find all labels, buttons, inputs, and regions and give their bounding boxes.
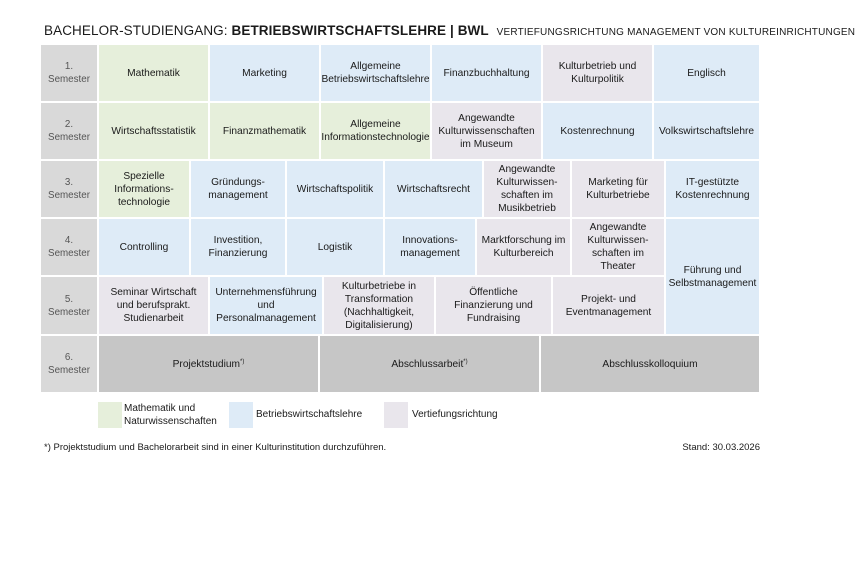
module-oeffentliche-finanzierung: Öffentliche Finanzierung und Fundraising: [435, 276, 552, 335]
footnote-mark-2: *): [463, 358, 468, 365]
module-innovationsmanagement: Innovations-management: [384, 218, 476, 276]
module-allgemeine-bwl: Allgemeine Betriebswirtschaftslehre: [320, 44, 431, 102]
module-marketing: Marketing: [209, 44, 320, 102]
module-marktforschung-kulturbereich: Marktforschung im Kulturbereich: [476, 218, 571, 276]
semester-label-6: 6. Semester: [40, 335, 98, 393]
module-kulturbetrieb-kulturpolitik: Kulturbetrieb und Kulturpolitik: [542, 44, 653, 102]
curriculum-grid: [40, 44, 760, 393]
module-seminar-studienarbeit: Seminar Wirtschaft und berufsprakt. Studienarbeit: [98, 276, 209, 335]
legend-label-bwl: Betriebswirtschaftslehre: [256, 409, 363, 420]
module-mathematik: Mathematik: [98, 44, 209, 102]
semester-label-5: 5. Semester: [40, 276, 98, 335]
module-kostenrechnung: Kostenrechnung: [542, 102, 653, 160]
legend-swatch-math: [98, 402, 122, 428]
semester-label-1: 1. Semester: [40, 44, 98, 102]
module-fuehrung-selbstmanagement: Führung und Selbstmanagement: [665, 218, 760, 335]
semester-label-2: 2. Semester: [40, 102, 98, 160]
legend-swatch-vertiefung: [384, 402, 408, 428]
module-finanzbuchhaltung: Finanzbuchhaltung: [431, 44, 542, 102]
footnote-mark-1: *): [240, 358, 245, 365]
module-allgemeine-it: Allgemeine Informationstechnologie: [320, 102, 431, 160]
abschlussarbeit-label: Abschlussarbeit: [391, 358, 464, 370]
module-marketing-kulturbetriebe: Marketing für Kulturbetriebe: [571, 160, 665, 218]
title-prefix: BACHELOR-STUDIENGANG:: [44, 23, 232, 38]
module-wirtschaftsrecht: Wirtschaftsrecht: [384, 160, 483, 218]
stand-date: Stand: 30.03.2026: [682, 442, 760, 453]
module-investition-finanzierung: Investition, Finanzierung: [190, 218, 286, 276]
module-projekt-eventmanagement: Projekt- und Eventmanagement: [552, 276, 665, 335]
module-englisch: Englisch: [653, 44, 760, 102]
module-finanzmathematik: Finanzmathematik: [209, 102, 320, 160]
module-volkswirtschaftslehre: Volkswirtschaftslehre: [653, 102, 760, 160]
module-controlling: Controlling: [98, 218, 190, 276]
semester-label-4: 4. Semester: [40, 218, 98, 276]
module-kulturwissenschaften-museum: Angewandte Kulturwissenschaften im Museum: [431, 102, 542, 160]
module-projektstudium: [98, 335, 319, 393]
module-wirtschaftspolitik: Wirtschaftspolitik: [286, 160, 384, 218]
module-kulturbetriebe-transformation: Kulturbetriebe in Transformation (Nachhaltigkeit, Digitalisierung): [323, 276, 435, 335]
legend-label-math: Mathematik und Naturwissenschaften: [124, 403, 217, 427]
module-logistik: Logistik: [286, 218, 384, 276]
semester-label-3: 3. Semester: [40, 160, 98, 218]
module-spezielle-it: Spezielle Informations-technologie: [98, 160, 190, 218]
module-gruendungsmanagement: Gründungs-management: [190, 160, 286, 218]
footnote: *) Projektstudium und Bachelorarbeit sind in einer Kulturinstitution durchzuführen.: [44, 442, 387, 453]
module-wirtschaftsstatistik: Wirtschaftsstatistik: [98, 102, 209, 160]
specialization-label: VERTIEFUNGSRICHTUNG MANAGEMENT VON KULTUREINRICHTUNGEN: [496, 27, 855, 38]
module-it-kostenrechnung: IT-gestützte Kostenrechnung: [665, 160, 760, 218]
module-kulturwissenschaften-theater: Angewandte Kulturwissen-schaften im Theater: [571, 218, 665, 276]
projektstudium-label: Projektstudium: [172, 358, 241, 370]
module-kulturwissenschaften-musikbetrieb: Angewandte Kulturwissen-schaften im Musikbetrieb: [483, 160, 571, 218]
legend-swatch-bwl: [229, 402, 253, 428]
page-title: [44, 23, 855, 38]
module-unternehmensfuehrung: Unternehmensführung und Personalmanagement: [209, 276, 323, 335]
legend-label-vertiefung: Vertiefungsrichtung: [412, 409, 498, 420]
module-abschlussarbeit: [319, 335, 540, 393]
module-abschlusskolloquium: Abschlusskolloquium: [540, 335, 760, 393]
program-name: BETRIEBSWIRTSCHAFTSLEHRE | BWL: [231, 23, 489, 38]
